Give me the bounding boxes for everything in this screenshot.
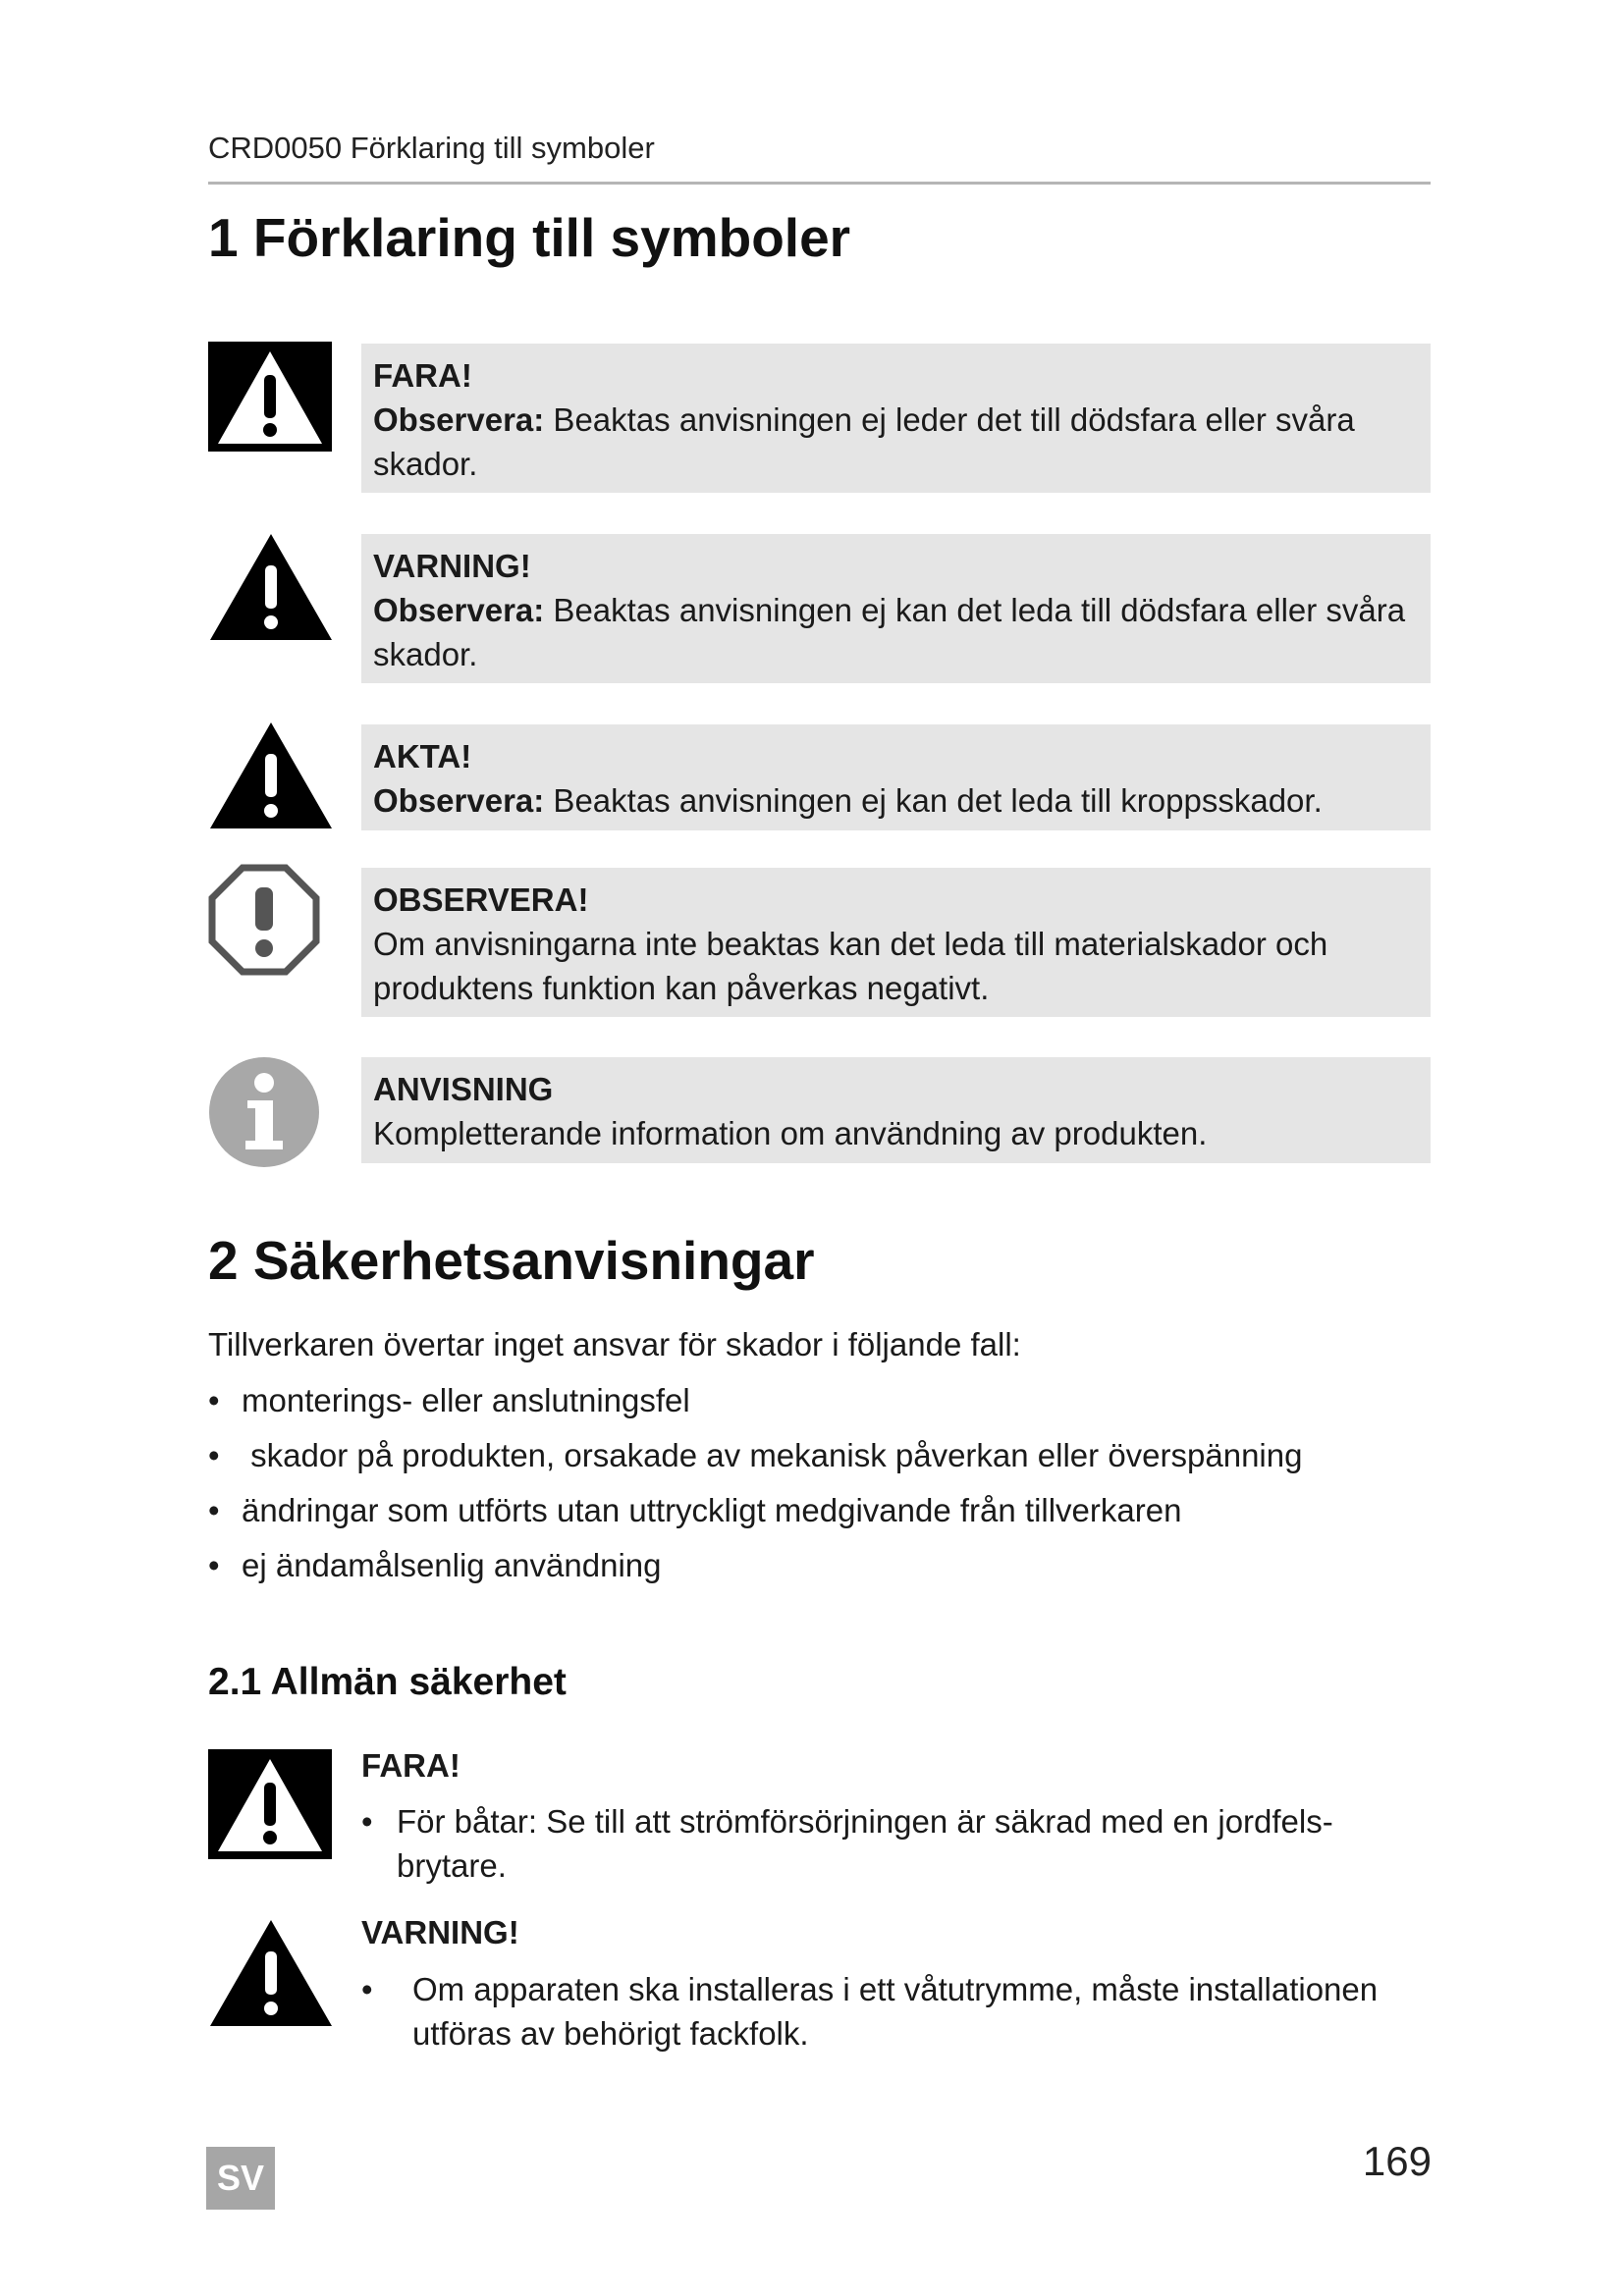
notice-label: ANVISNING (373, 1071, 554, 1107)
danger-icon (208, 1749, 332, 1864)
notice-caution (361, 724, 1431, 830)
bullet-symbol: • (208, 1547, 220, 1583)
notice-label: OBSERVERA! (373, 881, 589, 918)
language-badge: SV (206, 2147, 275, 2210)
list-item (208, 1488, 1181, 1532)
notice-info (361, 1057, 1431, 1163)
header-divider (208, 182, 1431, 185)
safety-text: Om apparaten ska installeras i ett våtutrymme, måste installationen utföras av behörigt fackfolk. (412, 1971, 1379, 2052)
notice-text: Beaktas anvisningen ej kan det leda till dödsfara eller svåra skador. (373, 592, 1406, 672)
notice-text: Om anvisningarna inte beaktas kan det leda till materialskador och produktens funktion kan påverkas negativt. (373, 926, 1328, 1006)
safety-label: FARA! (361, 1747, 460, 1784)
notice-danger (361, 344, 1431, 493)
section-2-1-title: 2.1 Allmän säkerhet (208, 1661, 567, 1703)
danger-icon (208, 342, 332, 456)
notice-lead: Observera: (373, 401, 545, 438)
safety-item (361, 1967, 1422, 2056)
notice-lead: Observera: (373, 782, 545, 819)
info-icon (208, 1056, 320, 1173)
list-item-text: skador på produkten, orsakade av mekanisk påverkan eller överspänning (242, 1437, 1303, 1473)
liability-intro: Tillverkaren övertar inget ansvar för skador i följande fall: (208, 1326, 1021, 1362)
bullet-symbol: • (361, 1803, 373, 1840)
bullet-symbol: • (208, 1437, 220, 1473)
notice-label: FARA! (373, 357, 472, 394)
bullet-symbol: • (208, 1492, 220, 1528)
safety-label: VARNING! (361, 1914, 519, 1950)
notice-warning (361, 534, 1431, 683)
bullet-symbol: • (361, 1971, 373, 2007)
section-1-title: 1 Förklaring till symboler (208, 207, 851, 268)
list-item-text: ändringar som utförts utan uttryckligt medgivande från tillverkaren (242, 1492, 1182, 1528)
notice-lead: Observera: (373, 592, 545, 628)
list-item-text: monterings- eller anslutningsfel (242, 1382, 690, 1418)
caution-icon (208, 721, 334, 835)
list-item (208, 1378, 690, 1422)
page-number: 169 (1362, 2138, 1432, 2184)
notice-text: Beaktas anvisningen ej kan det leda till kroppsskador. (544, 782, 1323, 819)
running-header: CRD0050 Förklaring till symboler (208, 131, 655, 165)
list-item (208, 1543, 662, 1587)
list-item (208, 1433, 1302, 1477)
section-2-title: 2 Säkerhetsanvisningar (208, 1230, 815, 1291)
safety-text: För båtar: Se till att strömförsörjningen är säkrad med en jordfels-brytare. (397, 1803, 1333, 1884)
list-item-text: ej ändamålsenlig användning (242, 1547, 662, 1583)
notice-observe (361, 868, 1431, 1017)
notice-text: Beaktas anvisningen ej leder det till dödsfara eller svåra skador. (373, 401, 1355, 482)
notice-text: Kompletterande information om användning av produkten. (373, 1115, 1208, 1151)
warning-icon (208, 1918, 334, 2033)
notice-icon (208, 864, 320, 981)
warning-icon (208, 532, 334, 647)
notice-label: VARNING! (373, 548, 531, 584)
bullet-symbol: • (208, 1382, 220, 1418)
safety-item (361, 1799, 1422, 1888)
notice-label: AKTA! (373, 738, 472, 774)
